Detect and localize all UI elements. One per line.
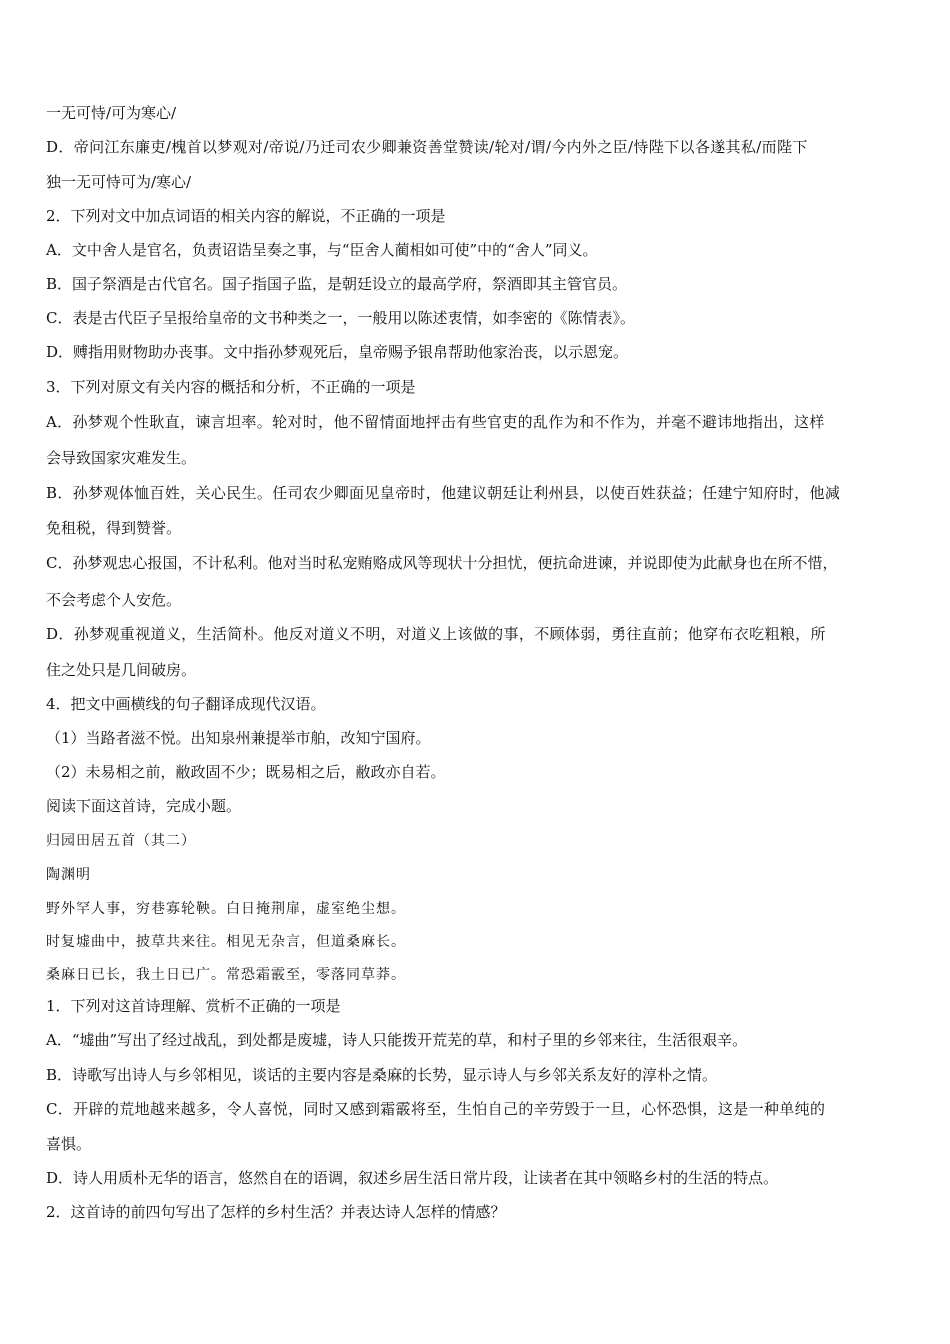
question-3-prompt: 3．下列对原文有关内容的概括和分析，不正确的一项是 — [46, 378, 416, 396]
poem-question-1-prompt: 1．下列对这首诗理解、赏析不正确的一项是 — [46, 997, 341, 1015]
question-3-option-c: C．孙梦观忠心报国，不计私利。他对当时私宠贿赂成风等现状十分担忧，便抗命进谏，并说即使为此献身也在所不惜， — [46, 554, 838, 572]
text-line: D．帝问江东廉吏/槐首以梦观对/帝说/乃迁司农少卿兼资善堂赞读/轮对/谓/今内外之臣/恃陛下以各遂其私/而陛下 — [46, 138, 808, 156]
question-2-option-d: D．赙指用财物助办丧事。文中指孙梦观死后，皇帝赐予银帛帮助他家治丧，以示恩宠。 — [46, 343, 629, 361]
question-3-option-b-cont: 免租税，得到赞誉。 — [46, 519, 182, 537]
question-3-option-b: B．孙梦观体恤百姓，关心民生。任司农少卿面见皇帝时，他建议朝廷让利州县，以使百姓获益；任建宁知府时，他减 — [46, 484, 841, 502]
poem-line: 野外罕人事，穷巷寡轮鞅。白日掩荆扉，虚室绝尘想。 — [46, 901, 406, 917]
text-line: 一无可恃/可为寒心/ — [46, 104, 177, 122]
text-line: 独一无可恃可为/寒心/ — [46, 173, 192, 191]
question-3-option-d: D．孙梦观重视道义，生活简朴。他反对道义不明，对道义上该做的事，不顾体弱，勇往直前；他穿布衣吃粗粮，所 — [46, 625, 826, 643]
poem-question-1-option-c-cont: 喜惧。 — [46, 1135, 92, 1153]
question-2-prompt: 2．下列对文中加点词语的相关内容的解说，不正确的一项是 — [46, 207, 446, 225]
question-3-option-a-cont: 会导致国家灾难发生。 — [46, 449, 197, 467]
poem-author: 陶渊明 — [46, 867, 91, 883]
poem-line: 时复墟曲中，披草共来往。相见无杂言，但道桑麻长。 — [46, 934, 406, 950]
question-4-sentence-1: （1）当路者滋不悦。出知泉州兼提举市舶，改知宁国府。 — [46, 729, 431, 747]
question-3-option-c-cont: 不会考虑个人安危。 — [46, 591, 182, 609]
question-3-option-d-cont: 住之处只是几间破房。 — [46, 661, 197, 679]
poem-title: 归园田居五首（其二） — [46, 833, 196, 849]
poem-line: 桑麻日已长，我土日已广。常恐霜霰至，零落同草莽。 — [46, 967, 406, 983]
poem-question-1-option-d: D．诗人用质朴无华的语言，悠然自在的语调，叙述乡居生活日常片段，让读者在其中领略乡村的生活的特点。 — [46, 1169, 779, 1187]
question-2-option-c: C．表是古代臣子呈报给皇帝的文书种类之一，一般用以陈述衷情，如李密的《陈情表》。 — [46, 309, 635, 327]
poem-question-1-option-a: A．“墟曲”写出了经过战乱，到处都是废墟，诗人只能拨开荒芜的草，和村子里的乡邻来往，生活很艰辛。 — [46, 1031, 748, 1049]
reading-instruction: 阅读下面这首诗，完成小题。 — [46, 797, 242, 815]
poem-question-1-option-b: B．诗歌写出诗人与乡邻相见，谈话的主要内容是桑麻的长势，显示诗人与乡邻关系友好的淳朴之情。 — [46, 1066, 718, 1084]
question-2-option-b: B．国子祭酒是古代官名。国子指国子监，是朝廷设立的最高学府，祭酒即其主管官员。 — [46, 275, 628, 293]
poem-question-2-prompt: 2．这首诗的前四句写出了怎样的乡村生活？并表达诗人怎样的情感？ — [46, 1203, 506, 1221]
question-4-prompt: 4．把文中画横线的句子翻译成现代汉语。 — [46, 695, 326, 713]
poem-question-1-option-c: C．开辟的荒地越来越多，令人喜悦，同时又感到霜霰将至，生怕自己的辛劳毁于一旦，心怀恐惧，这是一种单纯的 — [46, 1100, 826, 1118]
question-3-option-a: A．孙梦观个性耿直，谏言坦率。轮对时，他不留情面地抨击有些官吏的乱作为和不作为，并毫不避讳地指出，这样 — [46, 413, 825, 431]
question-2-option-a: A．文中舍人是官名，负责诏诰呈奏之事，与“臣舍人蔺相如可使”中的“舍人”同义。 — [46, 241, 598, 259]
question-4-sentence-2: （2）未易相之前，敝政固不少；既易相之后，敝政亦自若。 — [46, 763, 446, 781]
